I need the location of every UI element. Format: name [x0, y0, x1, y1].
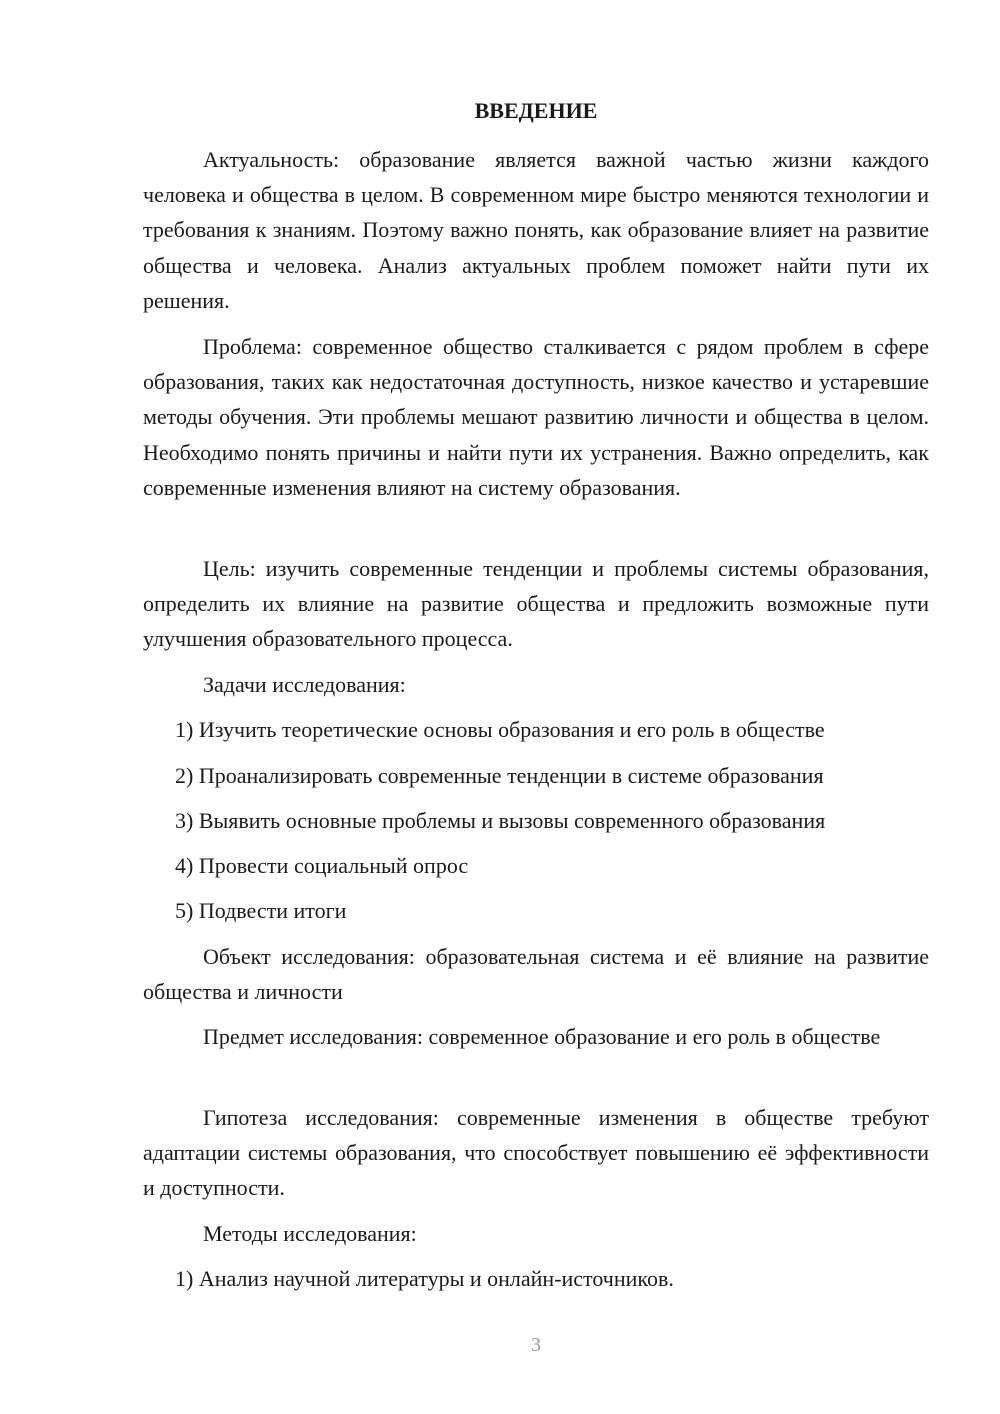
- methods-title: Методы исследования:: [203, 1221, 417, 1246]
- tasks-title: Задачи исследования:: [203, 672, 406, 697]
- paragraph-subject: Предмет исследования: современное образование и его роль в обществе: [203, 1024, 881, 1049]
- task-item: 3) Выявить основные проблемы и вызовы современного образования: [175, 808, 826, 833]
- task-item: 1) Изучить теоретические основы образования и его роль в обществе: [175, 717, 825, 742]
- task-item: 4) Провести социальный опрос: [175, 853, 469, 878]
- task-item: 2) Проанализировать современные тенденции в системе образования: [175, 763, 824, 788]
- page-number: 3: [531, 1334, 541, 1356]
- task-item: 5) Подвести итоги: [175, 898, 347, 923]
- paragraph-relevance: Актуальность: образование является важной частью жизни каждого человека и общества в целом. В современном мире быстро меняются технологии и требования к знаниям. Поэтому важно понять, как образование влияет на развитие общества и человека. Анализ актуальных проблем поможет найти пути их решения.: [143, 147, 929, 313]
- method-item: 1) Анализ научной литературы и онлайн-источников.: [175, 1266, 674, 1291]
- paragraph-object: Объект исследования: образовательная система и её влияние на развитие общества и личности: [143, 944, 929, 1005]
- paragraph-problem: Проблема: современное общество сталкивается с рядом проблем в сфере образования, таких как недостаточная доступность, низкое качество и устаревшие методы обучения. Эти проблемы мешают развитию личности и общества в целом. Необходимо понять причины и найти пути их устранения. Важно определить, как современные изменения влияют на систему образования.: [143, 334, 929, 500]
- paragraph-hypothesis: Гипотеза исследования: современные изменения в обществе требуют адаптации системы образования, что способствует повышению её эффективности и доступности.: [143, 1105, 929, 1201]
- paragraph-goal: Цель: изучить современные тенденции и проблемы системы образования, определить их влияние на развитие общества и предложить возможные пути улучшения образовательного процесса.: [143, 556, 929, 652]
- page-title: ВВЕДЕНИЕ: [474, 98, 598, 123]
